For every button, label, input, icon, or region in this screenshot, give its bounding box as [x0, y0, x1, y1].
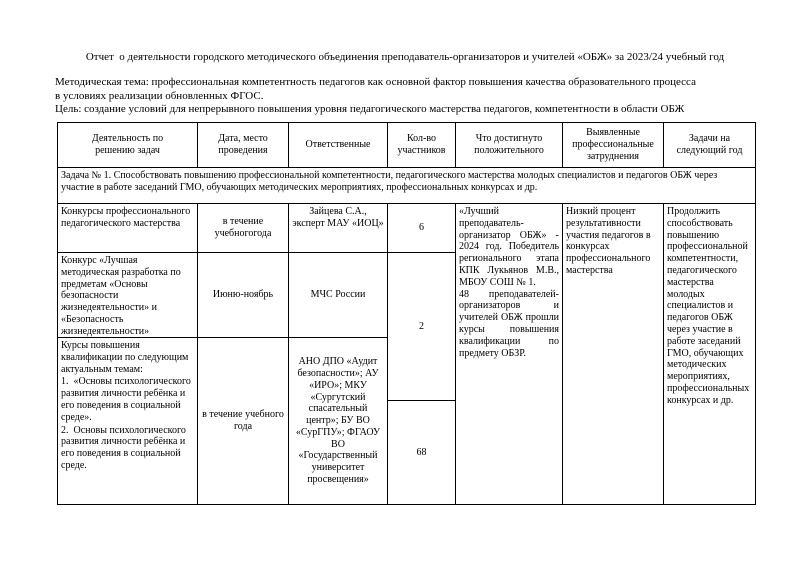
header-participants-count: Кол-во участников [388, 123, 456, 168]
report-table [57, 122, 756, 505]
training-courses-item-2: 2. Основы психологического развития личности ребёнка и его поведения в социальной среде. [61, 424, 186, 471]
date-row1: в течение учебногогода [198, 204, 289, 253]
participants-count-2: 2 [388, 253, 456, 401]
header-date-place: Дата, место проведения [198, 123, 289, 168]
responsible-row2: МЧС России [289, 253, 388, 338]
intro-line-methodical-theme: Методическая тема: профессиональная компетентность педагогов как основной фактор повышения качества образовательного процесса [55, 76, 696, 88]
document-title: Отчет о деятельности городского методического объединения преподаватель-организаторов и учителей «ОБЖ» за 2023/24 учебный год [85, 51, 725, 63]
participants-count-3: 68 [388, 401, 456, 505]
training-courses-intro: Курсы повышения квалификации по следующим актуальным темам: [61, 340, 189, 375]
difficulties-cell: Низкий процент результативности участия педагогов в конкурсах профессионального мастерства [563, 204, 664, 505]
date-row3: в течение учебного года [198, 338, 289, 505]
responsible-row1: Зайцева С.А., эксперт МАУ «ИОЦ» [289, 204, 388, 253]
activity-row2-best-method-contest: Конкурс «Лучшая методическая разработка по предметам «Основы безопасности жизнедеятельности» и «Безопасность жизнедеятельности» [58, 253, 198, 338]
date-row2: Июню-ноябрь [198, 253, 289, 338]
task-1-row: Задача № 1. Способствовать повышению профессиональной компетентности, педагогического мастерства молодых специалистов и педагогов ОБЖ через участие в работе заседаний ГМО, обучающих методических мероприятиях, профессиональных конкурсах и др. [58, 168, 756, 204]
participants-count-1: 6 [388, 204, 456, 253]
header-achievements: Что достигнуто положительного [456, 123, 563, 168]
next-year-tasks-cell: Продолжить способствовать повышению профессиональной компетентности, педагогического мастерства молодых специалистов и педагогов ОБЖ через участие в работе заседаний ГМО, обучающих методических мероприятиях, профессиональных конкурсах и др. [664, 204, 756, 505]
header-responsible: Ответственные [289, 123, 388, 168]
header-next-year-tasks: Задачи на следующий год [664, 123, 756, 168]
achievements-paragraph-2: 48 преподавателей-организаторов и учителей ОБЖ прошли курсы повышения квалификации по предмету ОБЗР. [459, 288, 559, 359]
header-difficulties: Выявленные профессиональные затруднения [563, 123, 664, 168]
intro-line-fgos: в условиях реализации обновленных ФГОС. [55, 89, 264, 102]
intro-line-goal: Цель: создание условий для непрерывного повышения уровня педагогического мастерства педагогов, компетентности в области ОБЖ [55, 103, 685, 115]
achievements-cell [456, 204, 563, 505]
intro-paragraphs [55, 76, 761, 117]
activity-row1-contests: Конкурсы профессионального педагогического мастерства [58, 204, 198, 253]
activity-row3-training-courses [58, 338, 198, 505]
responsible-row3: АНО ДПО «Аудит безопасности»; АУ «ИРО»; МКУ «Сургутский спасательный центр»; БУ ВО «СурГПУ»; ФГАОУ ВО «Государственный университет просвещения» [289, 338, 388, 505]
training-courses-item-1: 1. «Основы психологического развития личности ребёнка и его поведения в социальной среде». [61, 376, 191, 423]
achievements-paragraph-1: «Лучший преподаватель-организатор ОБЖ» - 2024 год. Победитель регионального этапа КПК Лукьянов М.В., МБОУ СОШ № 1. [459, 206, 559, 288]
header-activity: Деятельность по решению задач [58, 123, 198, 168]
